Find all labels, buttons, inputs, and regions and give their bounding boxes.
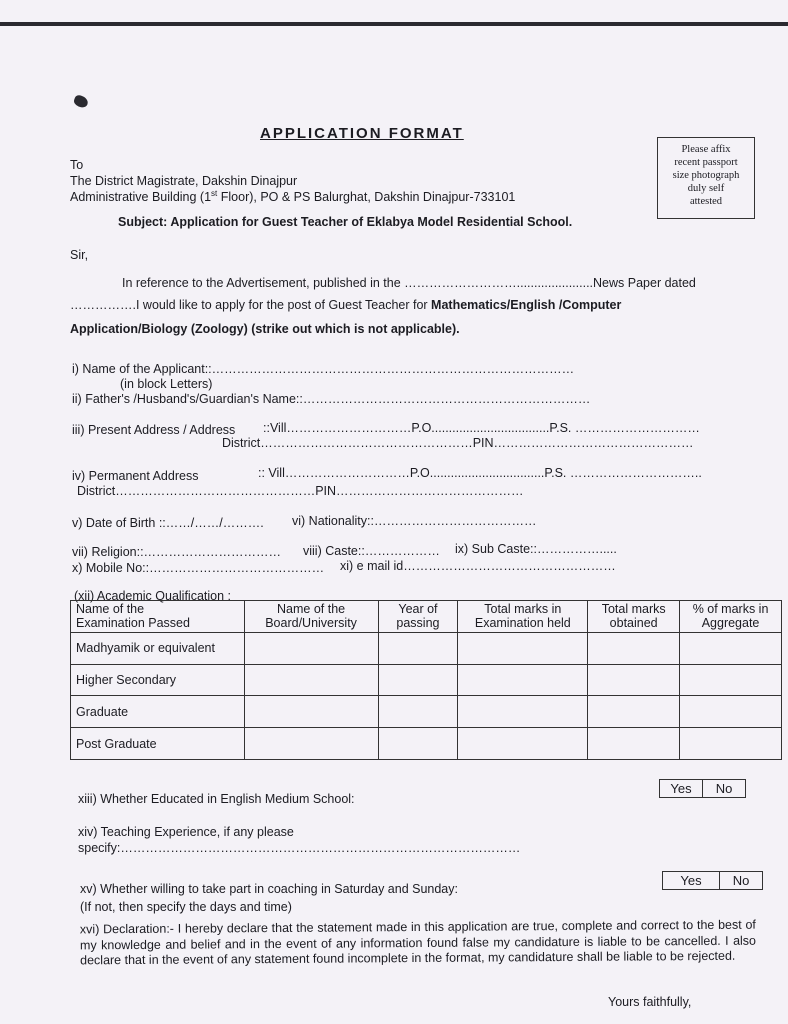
table-header-line: Total marks: [601, 602, 666, 617]
table-header-line: % of marks in: [692, 602, 769, 617]
body-paragraph-2: [70, 298, 621, 312]
address-line-2-post: Floor), PO & PS Balurghat, Dakshin Dinajpur-733101: [217, 190, 516, 205]
table-cell[interactable]: [244, 664, 378, 696]
ink-smudge: [73, 94, 90, 109]
page-title: APPLICATION FORMAT: [260, 125, 464, 142]
table-header-line: Name of the: [76, 602, 145, 617]
post-subjects: Mathematics/English /Computer: [431, 298, 622, 312]
question-coaching: xv) Whether willing to take part in coaching in Saturday and Sunday:: [80, 882, 458, 896]
table-cell[interactable]: [378, 632, 458, 664]
question-teaching-experience: xiv) Teaching Experience, if any please: [78, 825, 294, 839]
field-religion[interactable]: vii) Religion::……………………………: [72, 545, 282, 559]
photo-box-line: recent passport: [674, 157, 738, 168]
photo-box: [657, 137, 755, 219]
table-cell[interactable]: [458, 696, 588, 728]
table-row: [71, 728, 782, 760]
table-cell[interactable]: [458, 632, 588, 664]
photo-box-line: duly self: [687, 183, 725, 194]
field-guardian-name[interactable]: ii) Father's /Husband's/Guardian's Name::……………………………………………………………: [72, 392, 591, 406]
table-cell[interactable]: [458, 664, 588, 696]
field-sub-caste[interactable]: ix) Sub Caste::…………….....: [455, 542, 617, 556]
address-line-2-sup: st: [211, 189, 218, 198]
photo-box-line: Please affix: [681, 144, 731, 155]
table-header: [244, 601, 378, 633]
table-cell[interactable]: [458, 728, 588, 760]
closing-signoff: Yours faithfully,: [608, 995, 692, 1009]
body-paragraph-3: Application/Biology (Zoology) (strike out which is not applicable).: [70, 322, 460, 336]
exam-name-cell: Post Graduate: [71, 728, 245, 760]
table-header-row: [71, 601, 782, 633]
declaration-paragraph: xvi) Declaration:- I hereby declare that the statement made in this application are true, complete and correct to the best of my knowledge and belief and in the event of any information found false my candidature is liable to be cancelled. I also declare that in the event of any statement found incomplete in the format, my candidature shall be liable to be rejected.: [79, 917, 757, 968]
table-cell[interactable]: [378, 728, 458, 760]
table-header-line: passing: [396, 616, 440, 631]
table-cell[interactable]: [680, 696, 782, 728]
table-cell[interactable]: [244, 728, 378, 760]
photo-box-line: attested: [689, 196, 723, 207]
table-header-line: Name of the: [277, 602, 346, 617]
english-medium-yes-no: [659, 779, 746, 798]
exam-name-cell: Madhyamik or equivalent: [71, 632, 245, 664]
field-permanent-address-label: iv) Permanent Address: [72, 469, 199, 483]
table-header-line: Aggregate: [701, 616, 760, 631]
table-cell[interactable]: [378, 696, 458, 728]
question-coaching-note: (If not, then specify the days and time): [80, 900, 292, 914]
field-mobile-no[interactable]: x) Mobile No::……………………………………: [72, 561, 325, 575]
table-header: [458, 601, 588, 633]
table-header-line: Board/University: [265, 616, 357, 631]
table-header: [378, 601, 458, 633]
field-present-address-vill[interactable]: ::Vill…………………………P.O..................................P.S. …………………………: [263, 421, 700, 435]
qualification-table: [70, 600, 782, 760]
question-english-medium: xiii) Whether Educated in English Medium School:: [78, 792, 355, 806]
field-teaching-experience[interactable]: specify:……………………………………………………………………………………: [78, 841, 521, 855]
exam-name-cell: Graduate: [71, 696, 245, 728]
body-paragraph-2-text: …………….I would like to apply for the post of Guest Teacher for: [70, 298, 432, 312]
table-row: [71, 632, 782, 664]
table-cell[interactable]: [244, 632, 378, 664]
table-cell[interactable]: [588, 632, 680, 664]
table-cell[interactable]: [378, 664, 458, 696]
qualification-label: (xii) Academic Qualification :: [74, 589, 232, 603]
table-cell[interactable]: [244, 696, 378, 728]
yes-option[interactable]: Yes: [663, 872, 720, 890]
table-cell[interactable]: [588, 664, 680, 696]
address-line-2: [70, 189, 515, 204]
coaching-yes-no: [662, 871, 763, 890]
no-option[interactable]: No: [720, 872, 763, 890]
field-block-letters-note: (in block Letters): [120, 377, 213, 391]
table-cell[interactable]: [680, 664, 782, 696]
table-row: [71, 696, 782, 728]
table-row: [71, 664, 782, 696]
no-option[interactable]: No: [703, 780, 746, 798]
table-header-line: Examination Passed: [76, 616, 190, 631]
field-date-of-birth[interactable]: v) Date of Birth ::……/……/……….: [72, 516, 264, 530]
field-present-address-district[interactable]: District……………………………………………PIN…………………………………………: [222, 436, 694, 450]
table-header: [588, 601, 680, 633]
field-permanent-address-vill[interactable]: :: Vill…………………………P.O.................................P.S. …………………………..: [258, 466, 702, 480]
table-header-line: Year of: [398, 602, 438, 617]
table-cell[interactable]: [680, 632, 782, 664]
field-permanent-address-district[interactable]: District…………………………………………PIN………………………………………: [77, 484, 524, 498]
address-to: To: [70, 158, 84, 172]
table-header-line: Examination held: [474, 616, 571, 631]
yes-option[interactable]: Yes: [660, 780, 703, 798]
table-cell[interactable]: [588, 728, 680, 760]
subject-line: Subject: Application for Guest Teacher of Eklabya Model Residential School.: [118, 215, 573, 229]
table-header: [71, 601, 245, 633]
salutation: Sir,: [70, 248, 89, 262]
field-present-address-label: iii) Present Address / Address: [72, 423, 236, 437]
exam-name-cell: Higher Secondary: [71, 664, 245, 696]
photo-box-line: size photograph: [672, 170, 740, 181]
field-caste[interactable]: viii) Caste::………………: [303, 544, 440, 558]
field-applicant-name[interactable]: i) Name of the Applicant::……………………………………………………………………………: [72, 362, 575, 376]
body-paragraph-1: In reference to the Advertisement, published in the ………………………......................News Paper dated: [122, 276, 696, 290]
table-header: [680, 601, 782, 633]
address-line-2-pre: Administrative Building (1: [70, 190, 212, 205]
field-nationality[interactable]: vi) Nationality::…………………………………: [292, 514, 537, 528]
top-border-line: [0, 22, 788, 26]
field-email-id[interactable]: xi) e mail id……………………………………………: [340, 559, 616, 573]
table-cell[interactable]: [680, 728, 782, 760]
table-cell[interactable]: [588, 696, 680, 728]
table-header-line: Total marks in: [484, 602, 562, 617]
address-line-1: The District Magistrate, Dakshin Dinajpur: [70, 174, 298, 188]
table-header-line: obtained: [609, 616, 658, 631]
